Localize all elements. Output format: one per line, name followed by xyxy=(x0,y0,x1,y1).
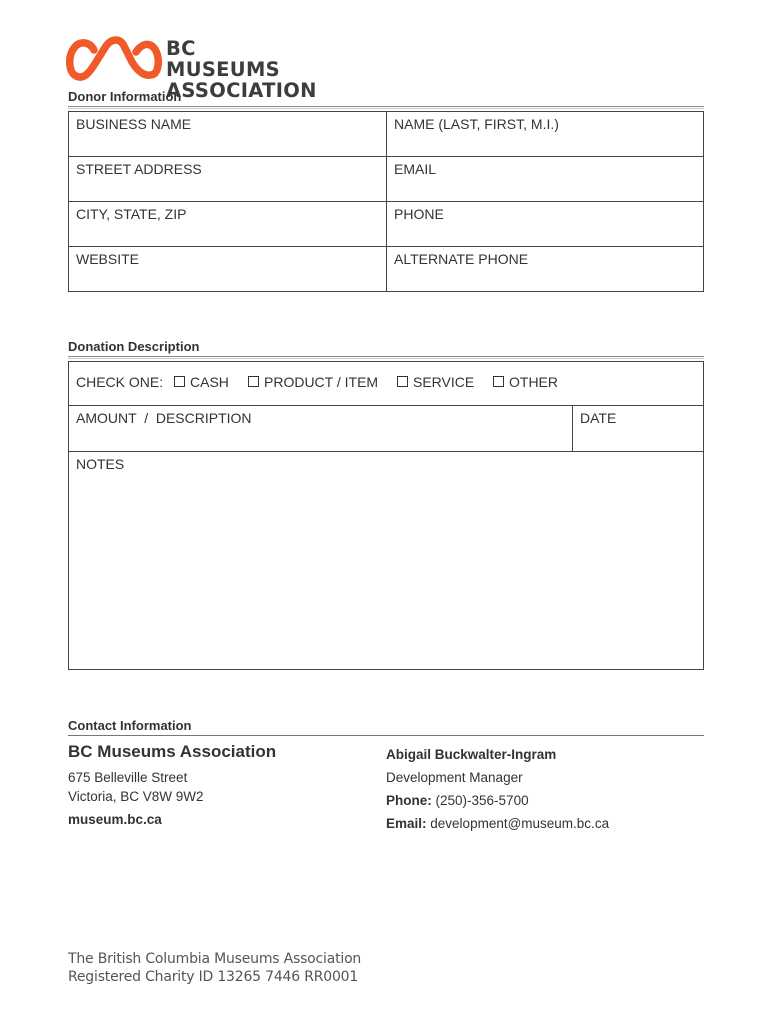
amount-description-field[interactable] xyxy=(69,406,572,451)
address-line-2: Victoria, BC V8W 9W2 xyxy=(68,789,204,804)
phone-number[interactable]: (250)-356-5700 xyxy=(435,793,529,808)
address-line-1: 675 Belleville Street xyxy=(68,770,188,785)
person-title: Development Manager xyxy=(386,770,523,785)
service-checkbox-icon[interactable] xyxy=(397,376,408,387)
option-service[interactable] xyxy=(397,374,474,390)
org-name: BC Museums Association xyxy=(68,742,277,761)
option-cash-label: CASH xyxy=(190,374,229,390)
alternate-phone-field[interactable] xyxy=(387,247,703,291)
notes-label: NOTES xyxy=(76,456,125,472)
cash-checkbox-icon[interactable] xyxy=(174,376,185,387)
business-name-field[interactable] xyxy=(69,112,386,156)
email-address[interactable]: development@museum.bc.ca xyxy=(430,816,610,831)
full-name-field[interactable] xyxy=(387,112,703,156)
donation-table xyxy=(68,361,704,670)
option-product-item[interactable] xyxy=(248,374,378,390)
other-checkbox-icon[interactable] xyxy=(493,376,504,387)
date-field[interactable] xyxy=(573,406,703,451)
phone-field[interactable] xyxy=(387,202,703,246)
option-product-item-label: PRODUCT / ITEM xyxy=(264,374,379,390)
notes-field[interactable] xyxy=(69,452,703,669)
donation-section-title: Donation Description xyxy=(68,339,200,354)
org-website-link[interactable]: museum.bc.ca xyxy=(68,812,162,827)
city-state-zip-field[interactable] xyxy=(69,202,386,246)
phone-label-text: Phone: xyxy=(386,793,432,808)
website-label: WEBSITE xyxy=(76,251,140,267)
donation-section-rule xyxy=(68,356,704,359)
email-field[interactable] xyxy=(387,157,703,201)
alternate-phone-label: ALTERNATE PHONE xyxy=(394,251,529,267)
logo-line-2: ASSOCIATION xyxy=(166,79,317,102)
product-item-checkbox-icon[interactable] xyxy=(248,376,259,387)
bcma-logo-mark-icon xyxy=(66,34,162,84)
full-name-label: NAME (LAST, FIRST, M.I.) xyxy=(394,116,559,132)
option-other-label: OTHER xyxy=(509,374,558,390)
logo-wordmark xyxy=(166,38,317,101)
donor-section-rule xyxy=(68,106,704,109)
email-label-text: Email: xyxy=(386,816,427,831)
business-name-label: BUSINESS NAME xyxy=(76,116,192,132)
contact-section-rule xyxy=(68,735,704,736)
person-phone xyxy=(386,791,609,810)
street-address-label: STREET ADDRESS xyxy=(76,161,202,177)
person-email xyxy=(386,814,609,833)
footer xyxy=(68,950,361,986)
donor-table xyxy=(68,111,704,292)
contact-person xyxy=(386,745,609,833)
option-service-label: SERVICE xyxy=(413,374,475,390)
street-address-field[interactable] xyxy=(69,157,386,201)
date-label: DATE xyxy=(580,410,617,426)
logo-line-1: BC MUSEUMS xyxy=(166,37,280,81)
email-label: EMAIL xyxy=(394,161,437,177)
phone-label: PHONE xyxy=(394,206,444,222)
amount-description-label: AMOUNT / DESCRIPTION xyxy=(76,410,252,426)
check-one-label: CHECK ONE: xyxy=(76,374,164,390)
option-cash[interactable] xyxy=(174,374,229,390)
donor-section-title: Donor Information xyxy=(68,89,182,104)
option-other[interactable] xyxy=(493,374,558,390)
person-name: Abigail Buckwalter-Ingram xyxy=(386,747,557,762)
city-state-zip-label: CITY, STATE, ZIP xyxy=(76,206,187,222)
footer-line-1: The British Columbia Museums Association xyxy=(68,951,362,967)
org-address xyxy=(68,768,204,829)
website-field[interactable] xyxy=(69,247,386,291)
footer-line-2: Registered Charity ID 13265 7446 RR0001 xyxy=(68,969,359,985)
contact-section-title: Contact Information xyxy=(68,718,192,733)
